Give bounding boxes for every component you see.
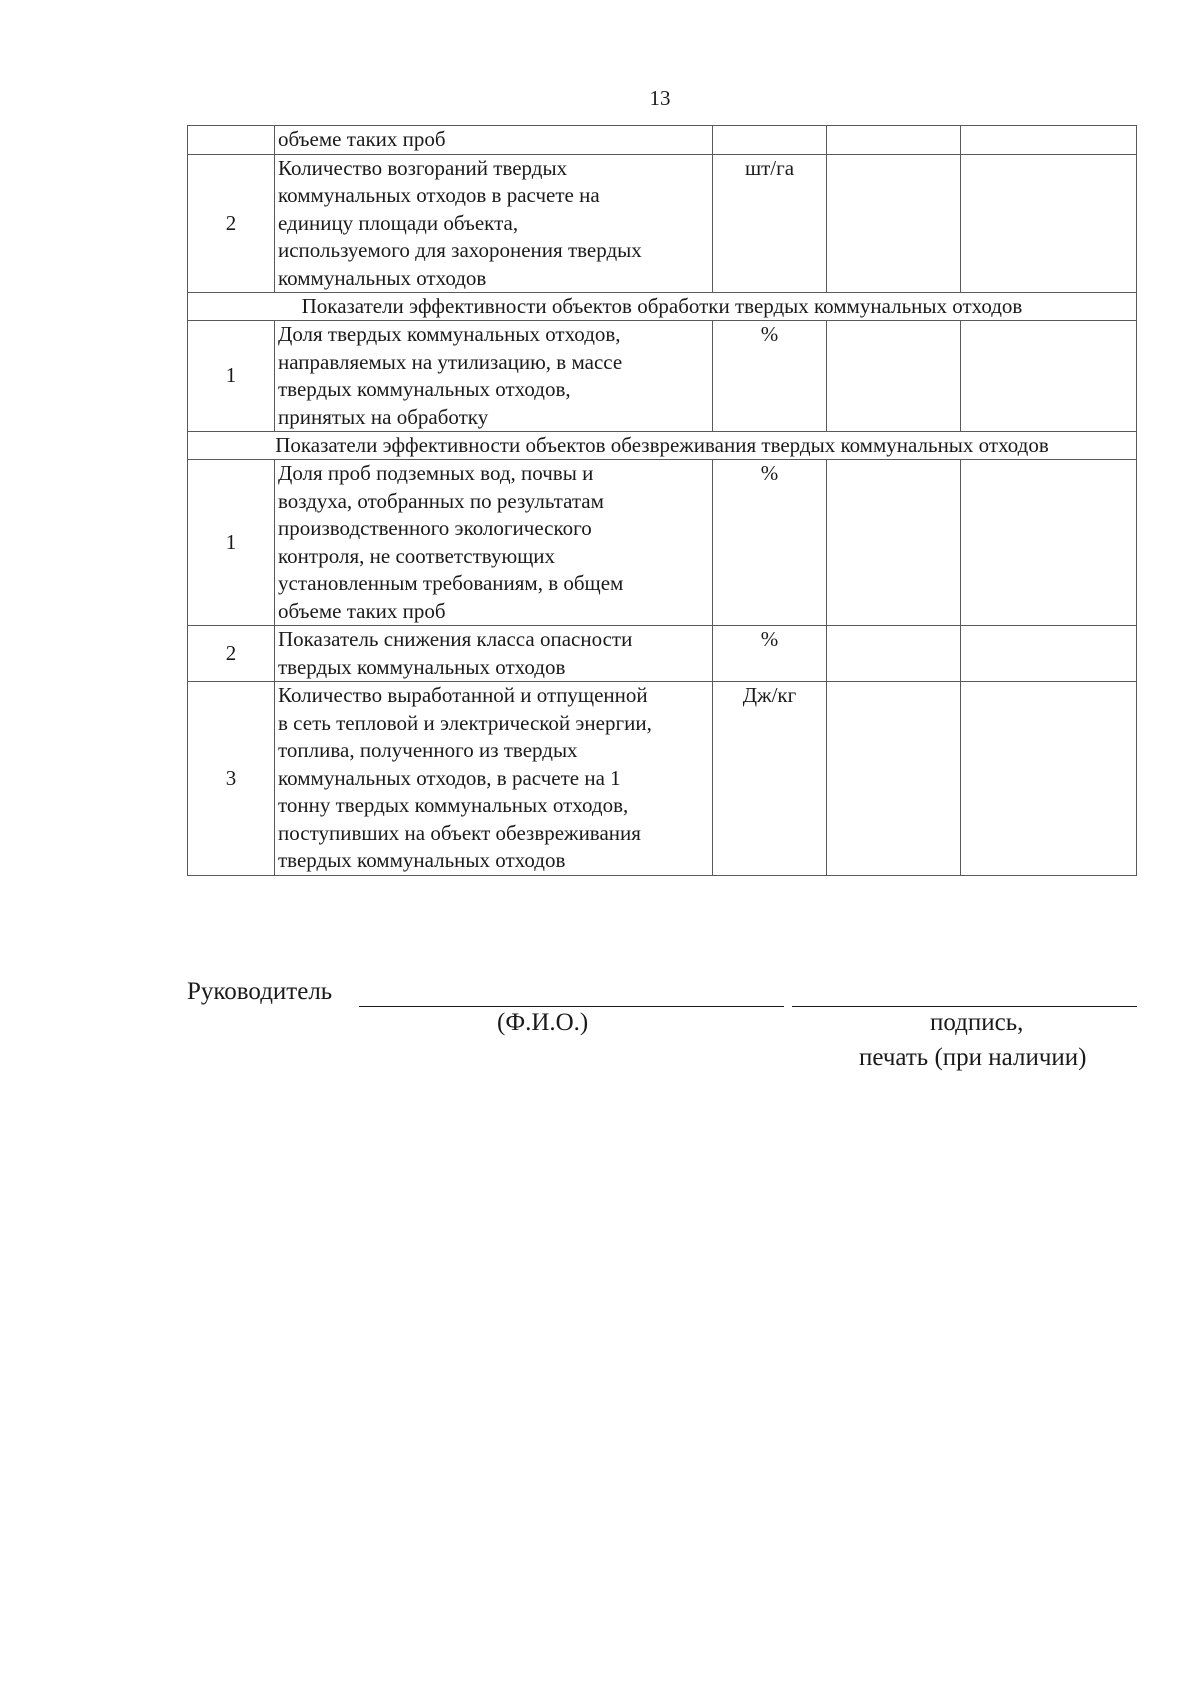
stamp-caption: печать (при наличии) bbox=[859, 1044, 1087, 1071]
indicator-name bbox=[275, 626, 713, 682]
indicator-name-line: коммунальных отходов, в расчете на 1 bbox=[278, 765, 621, 790]
indicator-name-line: установленным требованиям, в общем bbox=[278, 571, 624, 595]
value-cell-1 bbox=[827, 126, 961, 155]
row-number: 1 bbox=[188, 321, 275, 432]
table-row bbox=[188, 321, 1137, 432]
unit-cell: шт/га bbox=[713, 154, 827, 293]
indicator-name-line: в сеть тепловой и электрической энергии, bbox=[278, 710, 652, 735]
indicator-name bbox=[275, 154, 713, 293]
indicator-name-line: объеме таких проб bbox=[278, 127, 446, 151]
value-cell-1 bbox=[827, 321, 961, 432]
row-number: 2 bbox=[188, 626, 275, 682]
value-cell-1 bbox=[827, 460, 961, 626]
indicator-name-line: контроля, не соответствующих bbox=[278, 543, 556, 568]
value-cell-2 bbox=[961, 126, 1137, 155]
value-cell-1 bbox=[827, 682, 961, 876]
indicator-name bbox=[275, 460, 713, 626]
indicator-name bbox=[275, 321, 713, 432]
fio-line bbox=[359, 1006, 784, 1007]
indicators-table bbox=[187, 125, 1137, 876]
page-number: 13 bbox=[649, 86, 671, 110]
indicator-name-line: поступивших на объект обезвреживания bbox=[278, 820, 641, 845]
section-header-row bbox=[188, 293, 1137, 321]
row-number: 3 bbox=[188, 682, 275, 876]
indicator-name-line: используемого для захоронения твердых bbox=[278, 238, 642, 262]
table-row bbox=[188, 682, 1137, 876]
value-cell-2 bbox=[961, 626, 1137, 682]
indicator-name-line: единицу площади объекта, bbox=[278, 210, 519, 235]
indicator-name-line: производственного экологического bbox=[278, 516, 592, 540]
fio-caption: (Ф.И.О.) bbox=[497, 1009, 589, 1036]
unit-cell: % bbox=[713, 626, 827, 682]
indicator-name-line: коммунальных отходов bbox=[278, 265, 487, 290]
indicator-name-line: твердых коммунальных отходов bbox=[278, 654, 566, 679]
value-cell-2 bbox=[961, 682, 1137, 876]
indicator-name bbox=[275, 682, 713, 876]
row-number bbox=[188, 126, 275, 155]
indicator-name-line: направляемых на утилизацию, в массе bbox=[278, 349, 623, 374]
table-row bbox=[188, 460, 1137, 626]
indicator-name-line: Показатель снижения класса опасности bbox=[278, 627, 633, 651]
value-cell-1 bbox=[827, 154, 961, 293]
value-cell-2 bbox=[961, 460, 1137, 626]
indicator-name-line: тонну твердых коммунальных отходов, bbox=[278, 793, 629, 817]
signature-line bbox=[792, 1006, 1137, 1007]
indicator-name-line: воздуха, отобранных по результатам bbox=[278, 488, 604, 513]
value-cell-1 bbox=[827, 626, 961, 682]
row-number: 1 bbox=[188, 460, 275, 626]
unit-cell: % bbox=[713, 460, 827, 626]
section-header-row bbox=[188, 432, 1137, 460]
value-cell-2 bbox=[961, 154, 1137, 293]
value-cell-2 bbox=[961, 321, 1137, 432]
indicators-table-body bbox=[188, 126, 1137, 876]
signature-block bbox=[187, 978, 1137, 1098]
section-title: Показатели эффективности объектов обработки твердых коммунальных отходов bbox=[188, 293, 1137, 321]
signature-label: Руководитель bbox=[187, 978, 333, 1005]
signature-caption: подпись, bbox=[930, 1009, 1024, 1036]
indicator-name bbox=[275, 126, 713, 155]
indicator-name-line: топлива, полученного из твердых bbox=[278, 738, 578, 762]
unit-cell: Дж/кг bbox=[713, 682, 827, 876]
indicator-name-line: Доля проб подземных вод, почвы и bbox=[278, 461, 594, 485]
table-row bbox=[188, 126, 1137, 155]
indicator-name-line: принятых на обработку bbox=[278, 404, 489, 429]
indicator-name-line: коммунальных отходов в расчете на bbox=[278, 183, 600, 207]
unit-cell: % bbox=[713, 321, 827, 432]
indicator-name-line: Доля твердых коммунальных отходов, bbox=[278, 322, 621, 346]
indicator-name-line: Количество выработанной и отпущенной bbox=[278, 683, 648, 707]
section-title: Показатели эффективности объектов обезвреживания твердых коммунальных отходов bbox=[188, 432, 1137, 460]
indicator-name-line: Количество возгораний твердых bbox=[278, 155, 568, 180]
indicator-name-line: твердых коммунальных отходов bbox=[278, 848, 566, 872]
table-row bbox=[188, 154, 1137, 293]
indicator-name-line: объеме таких проб bbox=[278, 598, 446, 623]
row-number: 2 bbox=[188, 154, 275, 293]
table-row bbox=[188, 626, 1137, 682]
indicator-name-line: твердых коммунальных отходов, bbox=[278, 377, 571, 401]
unit-cell bbox=[713, 126, 827, 155]
